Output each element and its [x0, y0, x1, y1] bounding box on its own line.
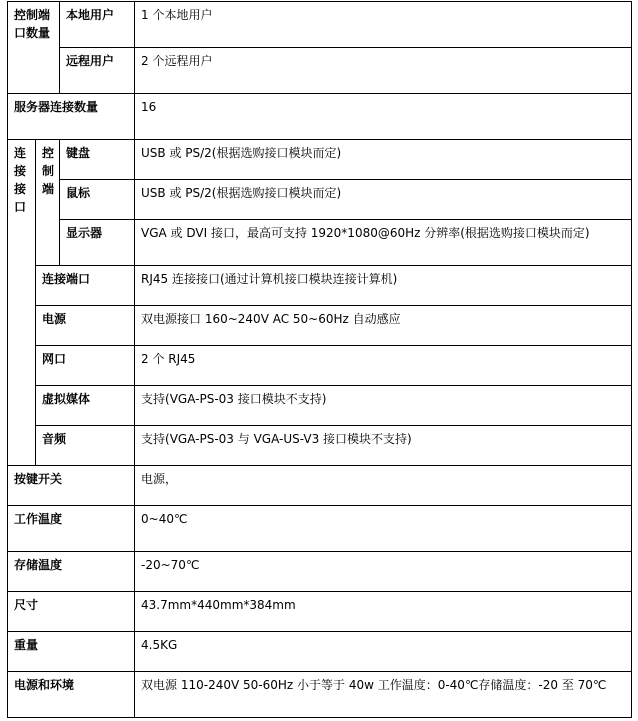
control-end-text: 控制端 — [42, 146, 55, 196]
remote-user-value: 2 个远程用户 — [135, 48, 632, 94]
table-row — [8, 266, 632, 306]
remote-user-label: 远程用户 — [60, 48, 135, 94]
link-port-value: RJ45 连接接口(通过计算机接口模块连接计算机) — [135, 266, 632, 306]
table-row — [8, 48, 632, 94]
network-label: 网口 — [36, 346, 135, 386]
power-env-label: 电源和环境 — [8, 672, 135, 718]
keyboard-label: 键盘 — [60, 140, 135, 180]
table-row — [8, 466, 632, 506]
weight-label: 重量 — [8, 632, 135, 672]
table-row — [8, 306, 632, 346]
server-count-value: 16 — [135, 94, 632, 140]
table-row — [8, 94, 632, 140]
power-env-value: 双电源 110-240V 50-60Hz 小于等于 40w 工作温度：0-40℃存储温度：-20 至 70℃ — [135, 672, 632, 718]
connection-port-text: 连接接口 — [14, 146, 27, 214]
table-row — [8, 220, 632, 266]
connection-port-label — [8, 140, 36, 466]
table-row — [8, 140, 632, 180]
audio-label: 音频 — [36, 426, 135, 466]
display-value: VGA 或 DVI 接口，最高可支持 1920*1080@60Hz 分辨率(根据选购接口模块而定) — [135, 220, 632, 266]
table-row — [8, 632, 632, 672]
table-row — [8, 552, 632, 592]
virtual-media-value: 支持(VGA-PS-03 接口模块不支持) — [135, 386, 632, 426]
size-label: 尺寸 — [8, 592, 135, 632]
link-port-label: 连接端口 — [36, 266, 135, 306]
power-value: 双电源接口 160~240V AC 50~60Hz 自动感应 — [135, 306, 632, 346]
local-user-label: 本地用户 — [60, 2, 135, 48]
table-row — [8, 180, 632, 220]
audio-value: 支持(VGA-PS-03 与 VGA-US-V3 接口模块不支持) — [135, 426, 632, 466]
storage-temp-value: -20~70℃ — [135, 552, 632, 592]
table-row — [8, 346, 632, 386]
network-value: 2 个 RJ45 — [135, 346, 632, 386]
local-user-value: 1 个本地用户 — [135, 2, 632, 48]
server-count-label: 服务器连接数量 — [8, 94, 135, 140]
key-switch-label: 按键开关 — [8, 466, 135, 506]
storage-temp-label: 存储温度 — [8, 552, 135, 592]
table-row — [8, 2, 632, 48]
table-row — [8, 506, 632, 552]
keyboard-value: USB 或 PS/2(根据选购接口模块而定) — [135, 140, 632, 180]
work-temp-value: 0~40℃ — [135, 506, 632, 552]
weight-value: 4.5KG — [135, 632, 632, 672]
table-row — [8, 592, 632, 632]
size-value: 43.7mm*440mm*384mm — [135, 592, 632, 632]
display-label: 显示器 — [60, 220, 135, 266]
table-row — [8, 672, 632, 718]
work-temp-label: 工作温度 — [8, 506, 135, 552]
power-label: 电源 — [36, 306, 135, 346]
table-row — [8, 426, 632, 466]
table-row — [8, 386, 632, 426]
spec-table — [7, 1, 632, 718]
virtual-media-label: 虚拟媒体 — [36, 386, 135, 426]
control-port-label: 控制端口数量 — [8, 2, 60, 94]
mouse-value: USB 或 PS/2(根据选购接口模块而定) — [135, 180, 632, 220]
key-switch-value: 电源， — [135, 466, 632, 506]
control-end-label — [36, 140, 60, 266]
mouse-label: 鼠标 — [60, 180, 135, 220]
